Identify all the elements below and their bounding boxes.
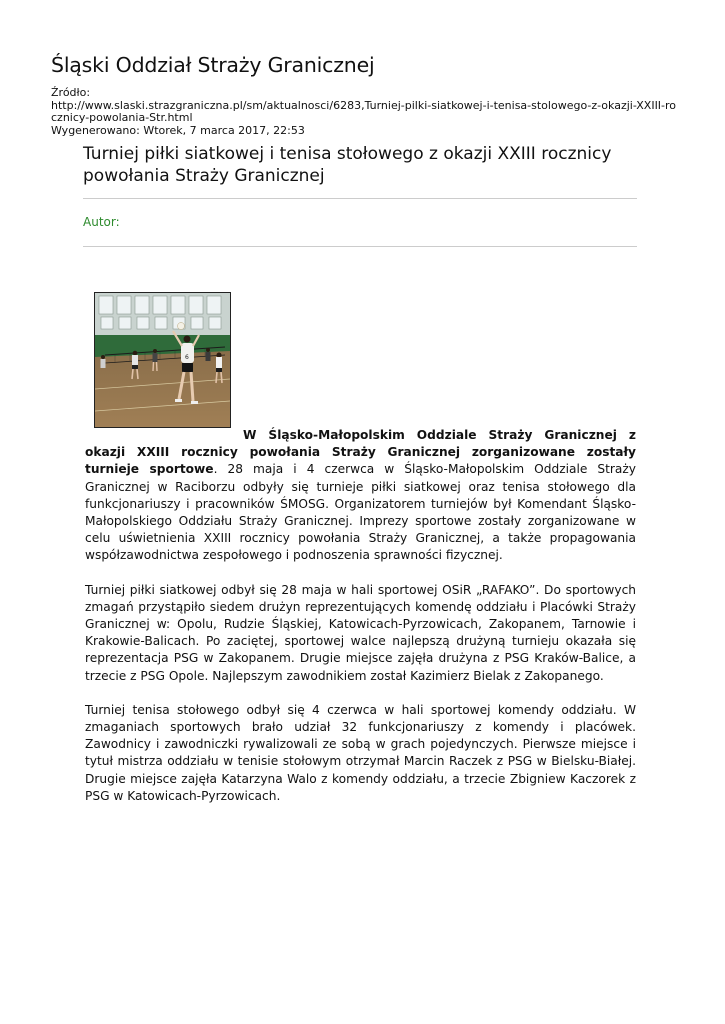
source-url-link[interactable]: http://www.slaski.strazgraniczna.pl/sm/aktualnosci/6283,Turniej-pilki-siatkowej-i-tenisa-stolowego-z-okazji-XXIII-rocznicy-powolania-Str.html bbox=[51, 98, 677, 124]
svg-text:6: 6 bbox=[185, 354, 189, 361]
source-meta bbox=[51, 87, 681, 137]
table-tennis-paragraph: Turniej tenisa stołowego odbył się 4 czerwca w hali sportowej komendy oddziału. W zmaganiach sportowych brało udział 32 funkcjonariuszy z komendy i placówek. Zawodnicy i zawodniczki rywalizowali ze sobą w grach pojedynczych. Pierwsze miejsce i tytuł mistrza oddziału w tenisie stołowym otrzymał Marcin Raczek z PSG w Bielsku-Białej. Drugie miejsce zajęła Katarzyna Walo z komendy oddziału, a trzecie Zbigniew Kaczorek z PSG w Katowicach-Pyrzowicach. bbox=[85, 702, 636, 803]
title-divider bbox=[83, 198, 637, 199]
source-label: Źródło: bbox=[51, 86, 91, 99]
lead-text: . 28 maja i 4 czerwca w Śląsko-Małopolskim Oddziale Straży Granicznej w Raciborzu odbyły się turnieje piłki siatkowej oraz tenisa stołowego dla funkcjonariuszy i pracowników ŚMOSG. Organizatorem turniejów był Komendant Śląsko-Małopolskiego Oddziału Straży Granicznej. Imprezy sportowe zostały zorganizowane w celu uświetnienia XXIII rocznicy powołania Straży Granicznej, a także propagowania współzawodnictwa zespołowego i podnoszenia sprawności fizycznej. bbox=[85, 462, 636, 563]
lead-bold-text: W Śląsko-Małopolskim Oddziale Straży Granicznej z okazji XXIII rocznicy powołania Straży Granicznej zorganizowane zostały turnieje sportowe bbox=[85, 428, 636, 477]
lead-paragraph bbox=[85, 427, 636, 565]
author-label: Autor: bbox=[83, 215, 120, 229]
volleyball-photo bbox=[94, 292, 231, 428]
generated-date: Wygenerowano: Wtorek, 7 marca 2017, 22:53 bbox=[51, 123, 305, 137]
author-divider bbox=[83, 246, 637, 247]
site-title: Śląski Oddział Straży Granicznej bbox=[51, 53, 375, 77]
article-body bbox=[85, 427, 636, 822]
volleyball-paragraph: Turniej piłki siatkowej odbył się 28 maja w hali sportowej OSiR „RAFAKO”. Do sportowych zmagań przystąpiło siedem drużyn reprezentujących komendę oddziału i Placówki Straży Granicznej w: Opolu, Rudzie Śląskiej, Katowicach-Pyrzowicach, Zakopanem, Tarnowie i Krakowie-Balicach. Po zaciętej, sportowej walce najlepszą drużyną turnieju okazała się reprezentacja PSG w Zakopanem. Drugie miejsce zajęła drużyna z PSG Kraków-Balice, a trzecie z PSG Opole. Najlepszym zawodnikiem został Kazimierz Bielak z Zakopanego. bbox=[85, 582, 636, 683]
article-title: Turniej piłki siatkowej i tenisa stołowego z okazji XXIII rocznicy powołania Straży Granicznej bbox=[83, 144, 612, 186]
